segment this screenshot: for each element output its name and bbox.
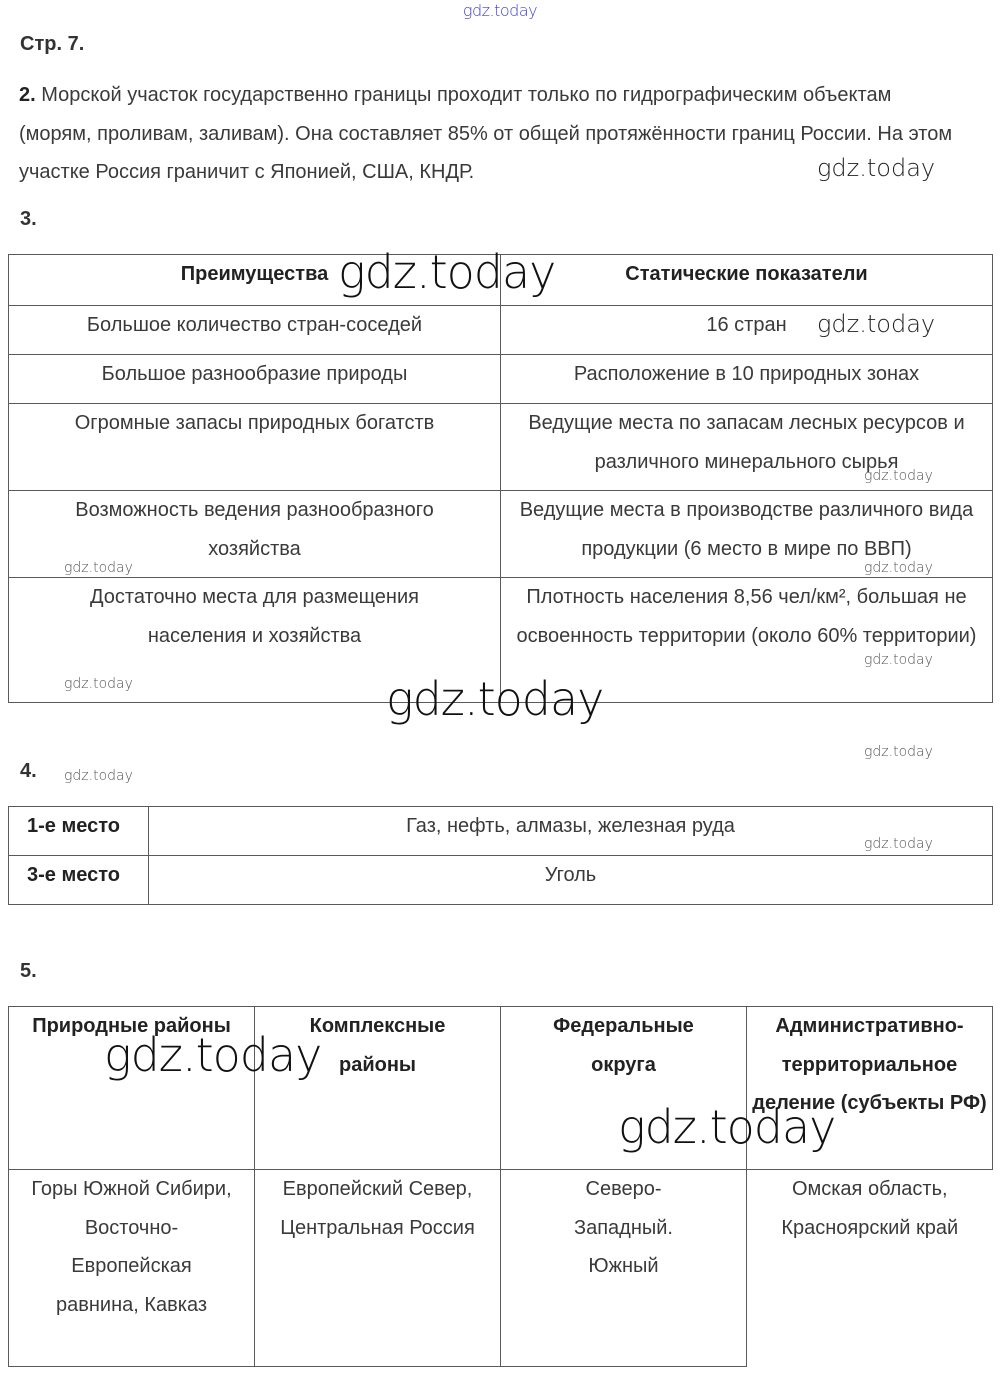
watermark: gdz.today <box>864 652 933 668</box>
table-cell: Возможность ведения разнообразного хозяйства <box>9 491 501 578</box>
table-cell: Ведущие места в производстве различного вида продукции (6 место в мире по ВВП) <box>501 491 993 578</box>
task5-number: 5. <box>20 960 37 982</box>
watermark: gdz.today <box>864 744 933 760</box>
task3-number: 3. <box>20 208 37 230</box>
watermark: gdz.today <box>864 560 933 576</box>
table-row <box>9 856 993 905</box>
page-label: Стр. 7. <box>20 33 85 55</box>
table-cell: Большое количество стран-соседей <box>9 306 501 355</box>
header-cell: Федеральные округа <box>501 1007 747 1170</box>
header-cell: Природные районы <box>9 1007 255 1170</box>
watermark: gdz.today <box>104 1028 322 1082</box>
task2-number: 2. <box>19 84 36 106</box>
task4-number: 4. <box>20 760 37 782</box>
table-row <box>9 404 993 491</box>
watermark: gdz.today <box>817 154 936 182</box>
resource-cell: Уголь <box>149 856 993 905</box>
watermark: gdz.today <box>386 672 604 726</box>
watermark: gdz.today <box>864 836 933 852</box>
table-cell: Омская область, Красноярский край <box>747 1170 993 1367</box>
header-cell: Преимущества <box>9 255 501 306</box>
table-row <box>9 1170 993 1367</box>
header-cell: Статические показатели <box>501 255 993 306</box>
table-row <box>9 355 993 404</box>
table-cell: Ведущие места по запасам лесных ресурсов и различного минерального сырья <box>501 404 993 491</box>
task2-text: Морской участок государственно границы проходит только по гидрографическим объектам (морям, проливам, заливам). Она составляет 85% от общей протяжённости границ России. На этом участке Россия граничит с Японией, США, КНДР. <box>19 84 953 183</box>
table-cell: Плотность населения 8,56 чел/км², большая не освоенность территории (около 60% территории) <box>501 578 993 703</box>
table-row <box>9 807 993 856</box>
table-row <box>9 491 993 578</box>
watermark: gdz.today <box>64 676 133 692</box>
top-watermark: gdz.today <box>462 1 538 20</box>
rank-cell: 3-е место <box>9 856 149 905</box>
watermark: gdz.today <box>864 468 933 484</box>
watermark: gdz.today <box>817 310 936 338</box>
resource-cell: Газ, нефть, алмазы, железная руда <box>149 807 993 856</box>
watermark: gdz.today <box>338 245 556 299</box>
table-cell: Большое разнообразие природы <box>9 355 501 404</box>
table-cell: 16 стран <box>501 306 993 355</box>
watermark: gdz.today <box>64 560 133 576</box>
header-cell: Комплексные районы <box>255 1007 501 1170</box>
task4-table <box>8 806 993 905</box>
watermark: gdz.today <box>618 1100 836 1154</box>
table-cell: Горы Южной Сибири, Восточно-Европейская равнина, Кавказ <box>9 1170 255 1367</box>
table-cell: Достаточно места для размещения населения и хозяйства <box>9 578 501 703</box>
table-cell: Расположение в 10 природных зонах <box>501 355 993 404</box>
rank-cell: 1-е место <box>9 807 149 856</box>
table-cell: Огромные запасы природных богатств <box>9 404 501 491</box>
table-cell: Европейский Север, Центральная Россия <box>255 1170 501 1367</box>
watermark: gdz.today <box>64 768 133 784</box>
header-cell: Административно-территориальное деление (субъекты РФ) <box>747 1007 993 1170</box>
table-cell: Северо-Западный. Южный <box>501 1170 747 1367</box>
